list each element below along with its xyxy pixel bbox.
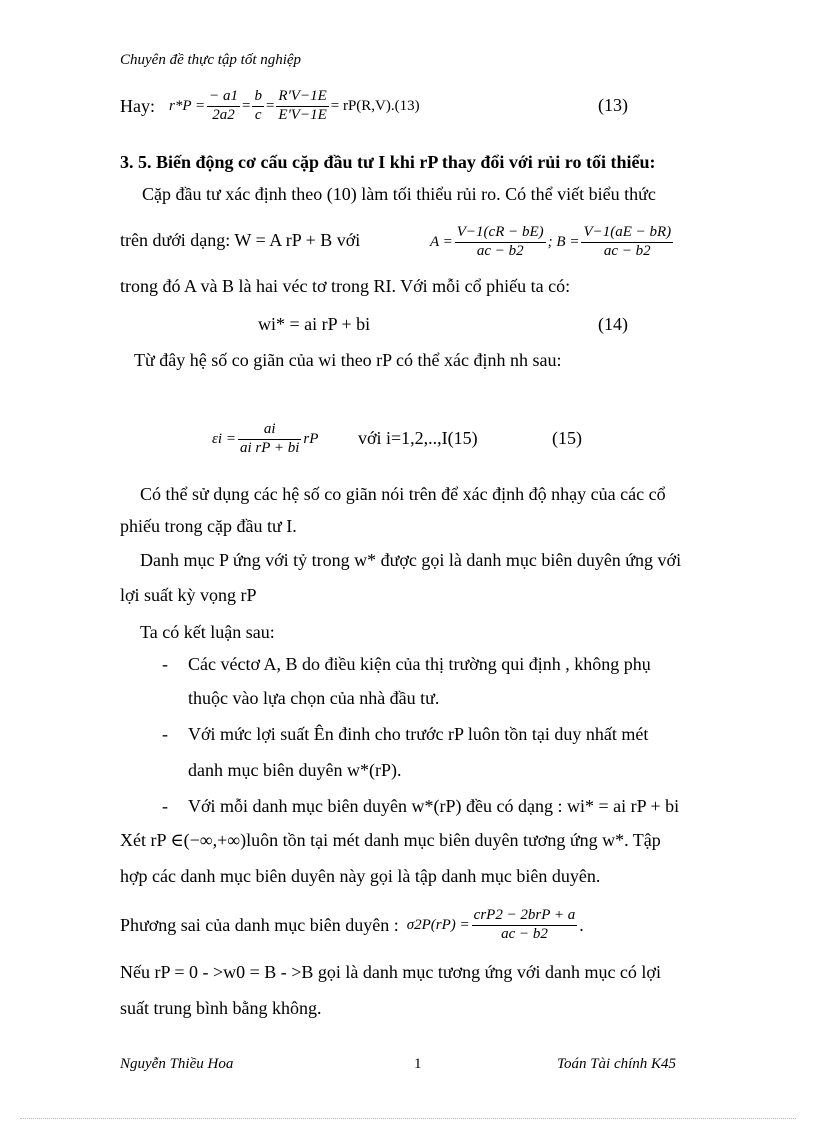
bullet-dash: - (162, 724, 168, 744)
conclusion-intro: Ta có kết luận sau: (140, 622, 275, 642)
para2-line1: Có thể sử dụng các hệ số co giãn nói trên để xác định độ nhạy của các cổ (140, 484, 666, 504)
eq13-fraction-3: $\frac{R'V-1E}{E'V-1E}$ (278, 88, 327, 123)
eq13-label: Hay: (120, 95, 155, 116)
running-header: Chuyên đề thực tập tốt nghiệp (120, 52, 302, 68)
bullet-2-line1: Với mức lợi suất Ên đinh cho trước rP luôn tồn tại duy nhất mét (188, 724, 649, 744)
eq13-fraction-1: $\frac{- a1}{2a2}$ (209, 88, 238, 123)
page-bottom-divider (20, 1118, 796, 1119)
equation-15: εi = $\frac{ai}{\text{ai rP + bi}}$ rP (212, 421, 319, 456)
page-number: 1 (414, 1056, 422, 1072)
para5-line2: suất trung bình bằng không. (120, 998, 322, 1018)
variance-formula: Phương sai của danh mục biên duyên : σ2P(rP) = $\frac{\text{crP2 − 2brP + a}}{ac - b2}$ . (120, 907, 584, 942)
eq14-formula: wi* = ai rP + bi (258, 314, 371, 334)
para1-line1: Cặp đầu tư xác định theo (10) làm tối thiểu rủi ro. Có thể viết biểu thức (142, 184, 656, 204)
eq14-number: (14) (598, 314, 628, 334)
footer-author: Nguyễn Thiều Hoa (120, 1056, 234, 1072)
eq13-fraction-2: $\frac{b}{c}$ (254, 88, 262, 123)
para1-line3: trong đó A và B là hai véc tơ trong RI. Với mỗi cổ phiếu ta có: (120, 276, 571, 296)
bullet-1-line1: Các véctơ A, B do điều kiện của thị trường qui định , không phụ (188, 654, 651, 674)
bullet-1-line2: thuộc vào lựa chọn của nhà đầu tư. (188, 688, 440, 708)
para1-line2: trên dưới dạng: W = A rP + B với (120, 230, 361, 250)
formula-B: $\frac{V-1(aE - bR)}{ac - b2}$ (583, 224, 672, 259)
para3-line1: Danh mục P ứng với tỷ trong w* được gọi là danh mục biên duyên ứng với (140, 550, 682, 570)
eq13-rhs: = rP(R,V).(13) (330, 97, 420, 114)
variance-fraction: $\frac{\text{crP2 − 2brP + a}}{ac - b2}$ (473, 907, 576, 942)
bullet-dash: - (162, 654, 168, 674)
section-heading: 3. 5. Biến động cơ cấu cặp đầu tư I khi rP thay đổi với rủi ro tối thiểu: (120, 152, 656, 172)
eq15-number: (15) (552, 428, 582, 448)
eq13-number: (13) (598, 95, 628, 115)
bullet-3-line1: Với mỗi danh mục biên duyên w*(rP) đều có dạng : wi* = ai rP + bi (188, 796, 680, 816)
formula-A: $\frac{V-1(cR - bE)}{ac - b2}$ (456, 224, 544, 259)
eq15-text: với i=1,2,..,I(15) (358, 428, 478, 448)
bullet-dash: - (162, 796, 168, 816)
para3-line2: lợi suất kỳ vọng rP (120, 585, 257, 605)
para2-line2: phiếu trong cặp đầu tư I. (120, 516, 297, 536)
para4-line2: hợp các danh mục biên duyên này gọi là tập danh mục biên duyên. (120, 866, 601, 886)
equation-13: Hay: r*P = $\frac{- a1}{2a2}$ = $\frac{b}{c}$ = $\frac{R'V-1E}{E'V-1E}$ = rP(R,V).(13) (120, 88, 420, 123)
elasticity-line: Từ đây hệ số co giãn của wi theo rP có thể xác định nh sau: (134, 350, 562, 370)
footer-course: Toán Tài chính K45 (557, 1056, 677, 1072)
matrix-formulas: A = $\frac{V-1(cR - bE)}{ac - b2}$ ; B = $\frac{V-1(aE - bR)}{ac - b2}$ (430, 224, 672, 259)
bullet-2-line2: danh mục biên duyên w*(rP). (188, 760, 402, 780)
eq15-fraction: $\frac{ai}{\text{ai rP + bi}}$ (239, 421, 300, 456)
para4-line1: Xét rP ∈(−∞,+∞)luôn tồn tại mét danh mục biên duyên tương ứng w*. Tập (120, 830, 661, 850)
eq13-lhs: r*P = (169, 97, 206, 114)
para5-line1: Nếu rP = 0 - >w0 = B - >B gọi là danh mục tương ứng với danh mục có lợi (120, 962, 661, 982)
